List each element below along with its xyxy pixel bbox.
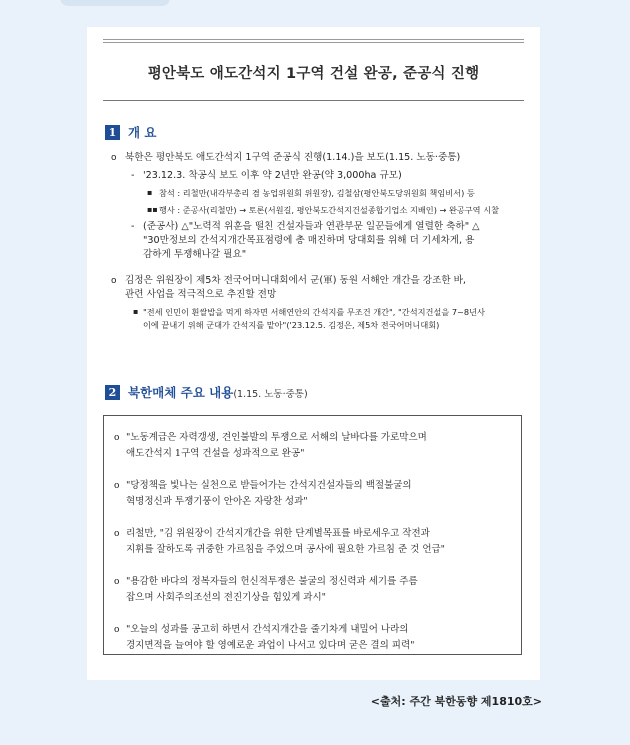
- list-item-continued: 이에 끝내기 위해 군대가 간석지를 맡아"('23.12.5. 김정은, 제5차 전국어머니대회): [143, 319, 440, 330]
- dash-bullet-icon: -: [131, 221, 135, 232]
- square-bullet-icon: ▪: [133, 307, 139, 316]
- section-1-heading: [105, 123, 157, 141]
- quote-item: o "오늘의 성과를 공고히 하면서 간석지개간을 줄기차게 내밀어 나라의 경지면적을 늘여야 할 영예로운 과업이 나서고 있다며 굳은 결의 피력": [114, 624, 415, 651]
- section-2-heading: [105, 383, 308, 401]
- media-quotes-box: [103, 415, 522, 655]
- source-caption: <출처: 주간 북한동향 제1810호>: [370, 695, 542, 708]
- quote-item: o "당정책을 빛나는 실천으로 받들어가는 간석지건설자들의 백절불굴의 혁명정신과 투쟁기풍이 안아온 자랑찬 성과": [114, 480, 412, 507]
- square-bullet-icon: ▪: [147, 188, 153, 197]
- title-block: [103, 39, 524, 101]
- section-2-title: 북한매체 주요 내용(1.15. 노동·중통): [128, 385, 308, 400]
- section-1-title: 개 요: [128, 125, 157, 140]
- quote-item: o 리철만, "김 위원장이 간석지개간을 위한 단계별목표를 바로세우고 작전과 지휘를 잘하도록 귀중한 가르침을 주었으며 공사에 필요한 가르침 준 것 언급": [114, 528, 446, 555]
- list-item: - (준공사) △"노력적 위훈을 떨친 건설자들과 연관부문 일꾼들에게 열렬한 축하" △: [131, 221, 480, 232]
- list-item: o 김정은 위원장이 제5차 전국어머니대회에서 군(軍) 동원 서해안 개간을 강조한 바,: [111, 275, 466, 286]
- circle-bullet-icon: o: [114, 481, 120, 491]
- dash-bullet-icon: -: [131, 170, 135, 181]
- title-bottom-rule: [103, 100, 524, 101]
- section-1-body: [109, 151, 529, 331]
- list-item: ▪▪ 행사 : 준공사(리철만) → 토론(서원길, 평안북도간석지건설종합기업소 지배인) → 완공구역 시찰: [147, 204, 500, 215]
- list-item: ▪ "전세 인민이 흰쌀밥을 먹게 하자면 서해연안의 간석지를 무조건 개간", "간석지건설을 7~8년사: [133, 307, 485, 317]
- double-square-bullet-icon: ▪▪: [147, 204, 158, 214]
- document-title: 평안북도 애도간석지 1구역 건설 완공, 준공식 진행: [147, 66, 480, 82]
- circle-bullet-icon: o: [114, 433, 120, 443]
- circle-bullet-icon: o: [111, 153, 117, 163]
- list-item: o 북한은 평안북도 애도간석지 1구역 준공식 진행(1.14.)을 보도(1.15. 노동·중통): [111, 152, 461, 163]
- quote-item: o "노동계급은 자력갱생, 견인불발의 투쟁으로 서해의 날바다를 가로막으며 애도간석지 1구역 건설을 성과적으로 완공": [114, 432, 427, 459]
- section-2-number: 2: [105, 385, 120, 400]
- section-2-source-note: (1.15. 노동·중통): [233, 389, 308, 400]
- list-item-continued: 감하게 투쟁해나갈 필요": [143, 249, 247, 260]
- top-decoration: [60, 0, 170, 6]
- circle-bullet-icon: o: [111, 276, 117, 286]
- circle-bullet-icon: o: [114, 529, 120, 539]
- list-item-continued: "30만정보의 간석지개간목표점령에 총 매진하며 당대회를 위해 더 기세차게, 용: [143, 235, 475, 246]
- circle-bullet-icon: o: [114, 577, 120, 587]
- list-item: - '23.12.3. 착공식 보도 이후 약 2년만 완공(약 3,000ha 규모): [131, 170, 402, 181]
- circle-bullet-icon: o: [114, 625, 120, 635]
- quote-item: o "용감한 바다의 정복자들의 헌신적투쟁은 불굴의 정신력과 세기를 주름 잡으며 사회주의조선의 전진기상을 힘있게 과시": [114, 576, 418, 603]
- list-item-continued: 관련 사업을 적극적으로 추진할 전망: [125, 289, 277, 300]
- document-page: [87, 27, 540, 680]
- section-1-number: 1: [105, 125, 120, 140]
- list-item: ▪ 참석 : 리철만(내각부총리 겸 농업위원회 위원장), 김철삼(평안북도당위원회 책임비서) 등: [147, 188, 475, 198]
